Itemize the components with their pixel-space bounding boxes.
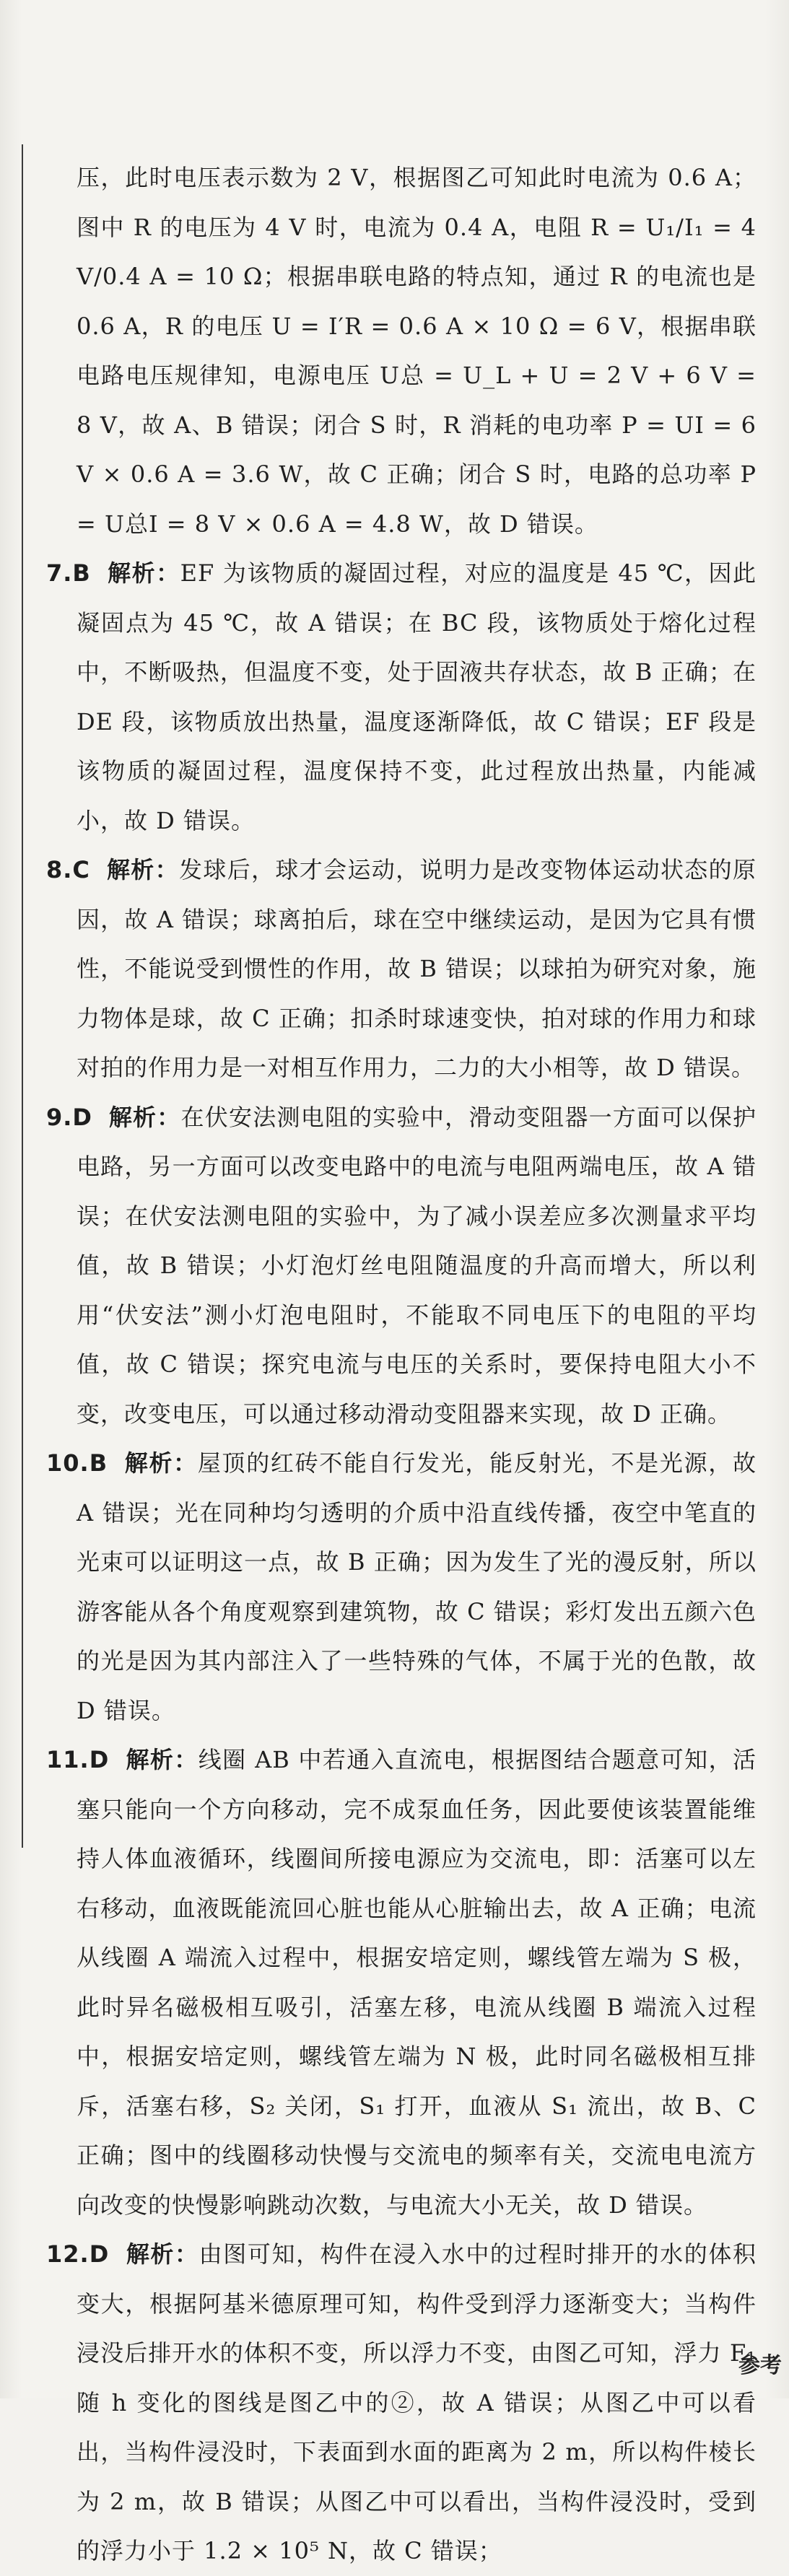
solution-7	[35, 549, 757, 845]
solution-text: EF 为该物质的凝固过程，对应的温度是 45 ℃，因此凝固点为 45 ℃，故 A 错误；在 BC 段，该物质处于熔化过程中，不断吸热，但温度不变，处于固液共存状态，故 B 正确；在 DE 段，该物质放出热量，温度逐渐降低，故 C 错误；EF 段是该物质的凝固过程，温度保持不变，此过程放出热量，内能减小，故 D 错误。	[77, 559, 757, 834]
analysis-label: 解析：	[108, 559, 180, 587]
question-number: 10.	[46, 1449, 90, 1477]
solution-text: 在伏安法测电阻的实验中，滑动变阻器一方面可以保护电路，另一方面可以改变电路中的电流与电阻两端电压，故 A 错误；在伏安法测电阻的实验中，为了减小误差应多次测量求平均值，故 B 错误；小灯泡灯丝电阻随温度的升高而增大，所以利用“伏安法”测小灯泡电阻时，不能取不同电压下的电阻的平均值，故 C 错误；探究电流与电压的关系时，要保持电阻大小不变，改变电压，可以通过移动滑动变阻器来实现，故 D 正确。	[77, 1103, 757, 1428]
answer-choice: C	[72, 856, 90, 883]
answer-choice: D	[89, 2240, 110, 2268]
analysis-label: 解析：	[106, 856, 179, 883]
solution-text: 由图可知，构件在浸入水中的过程时排开的水的体积变大，根据阿基米德原理可知，构件受到浮力逐渐变大；当构件浸没后排开水的体积不变，所以浮力不变，由图乙可知，浮力 F₁ 随 h 变化的图线是图乙中的②，故 A 错误；从图乙中可以看出，当构件浸没时，下表面到水面的距离为 2 m，所以构件棱长为 2 m，故 B 错误；从图乙中可以看出，当构件浸没时，受到的浮力小于 1.2 × 10⁵ N，故 C 错误；	[77, 2240, 757, 2564]
solution-12	[35, 2230, 757, 2576]
analysis-label: 解析：	[126, 1746, 199, 1773]
question-number: 8.	[46, 856, 73, 883]
answer-choice: B	[89, 1449, 108, 1477]
solutions-body	[35, 153, 757, 2576]
margin-rule	[22, 144, 23, 1848]
solution-text: 屋顶的红砖不能自行发光，能反射光，不是光源，故 A 错误；光在同种均匀透明的介质中沿直线传播，夜空中笔直的光束可以证明这一点，故 B 正确；因为发生了光的漫反射，所以游客能从各个角度观察到建筑物，故 C 错误；彩灯发出五颜六色的光是因为其内部注入了一些特殊的气体，不属于光的色散，故 D 错误。	[77, 1449, 757, 1724]
question-number: 12.	[46, 2240, 90, 2268]
answer-choice: B	[72, 559, 91, 587]
answer-choice: D	[72, 1103, 92, 1131]
solution-9	[35, 1093, 757, 1439]
analysis-label: 解析：	[108, 1103, 181, 1131]
page-footer-label: 参考	[738, 2353, 782, 2376]
solution-10	[35, 1438, 757, 1735]
solution-text: 发球后，球才会运动，说明力是改变物体运动状态的原因，故 A 错误；球离拍后，球在空中继续运动，是因为它具有惯性，不能说受到惯性的作用，故 B 错误；以球拍为研究对象，施力物体是球，故 C 正确；扣杀时球速变快，拍对球的作用力和球对拍的作用力是一对相互作用力，二力的大小相等，故 D 错误。	[77, 856, 757, 1081]
solution-11	[35, 1735, 757, 2230]
solution-8	[35, 845, 757, 1093]
continued-solution: 压，此时电压表示数为 2 V，根据图乙可知此时电流为 0.6 A；图中 R 的电压为 4 V 时，电流为 0.4 A，电阻 R = U₁/I₁ = 4 V/0.4 A = 10 Ω；根据串联电路的特点知，通过 R 的电流也是 0.6 A，R 的电压 U = I′R = 0.6 A × 10 Ω = 6 V，根据串联电路电压规律知，电源电压 U总 = U_L + U = 2 V + 6 V = 8 V，故 A、B 错误；闭合 S 时，R 消耗的电功率 P = UI = 6 V × 0.6 A = 3.6 W，故 C 正确；闭合 S 时，电路的总功率 P = U总I = 8 V × 0.6 A = 4.8 W，故 D 错误。	[77, 164, 757, 538]
answer-choice: D	[89, 1746, 110, 1773]
solution-text: 线圈 AB 中若通入直流电，根据图结合题意可知，活塞只能向一个方向移动，完不成泵血任务，因此要使该装置能维持人体血液循环，线圈间所接电源应为交流电，即：活塞可以左右移动，血液既能流回心脏也能从心脏输出去，故 A 正确；电流从线圈 A 端流入过程中，根据安培定则，螺线管左端为 S 极，此时异名磁极相互吸引，活塞左移，电流从线圈 B 端流入过程中，根据安培定则，螺线管左端为 N 极，此时同名磁极相互排斥，活塞右移，S₂ 关闭，S₁ 打开，血液从 S₁ 流出，故 B、C 正确；图中的线圈移动快慢与交流电的频率有关，交流电电流方向改变的快慢影响跳动次数，与电流大小无关，故 D 错误。	[77, 1746, 757, 2219]
analysis-label: 解析：	[124, 1449, 198, 1477]
question-number: 9.	[46, 1103, 73, 1131]
question-number: 11.	[46, 1746, 90, 1773]
question-number: 7.	[46, 559, 73, 587]
analysis-label: 解析：	[126, 2240, 199, 2268]
